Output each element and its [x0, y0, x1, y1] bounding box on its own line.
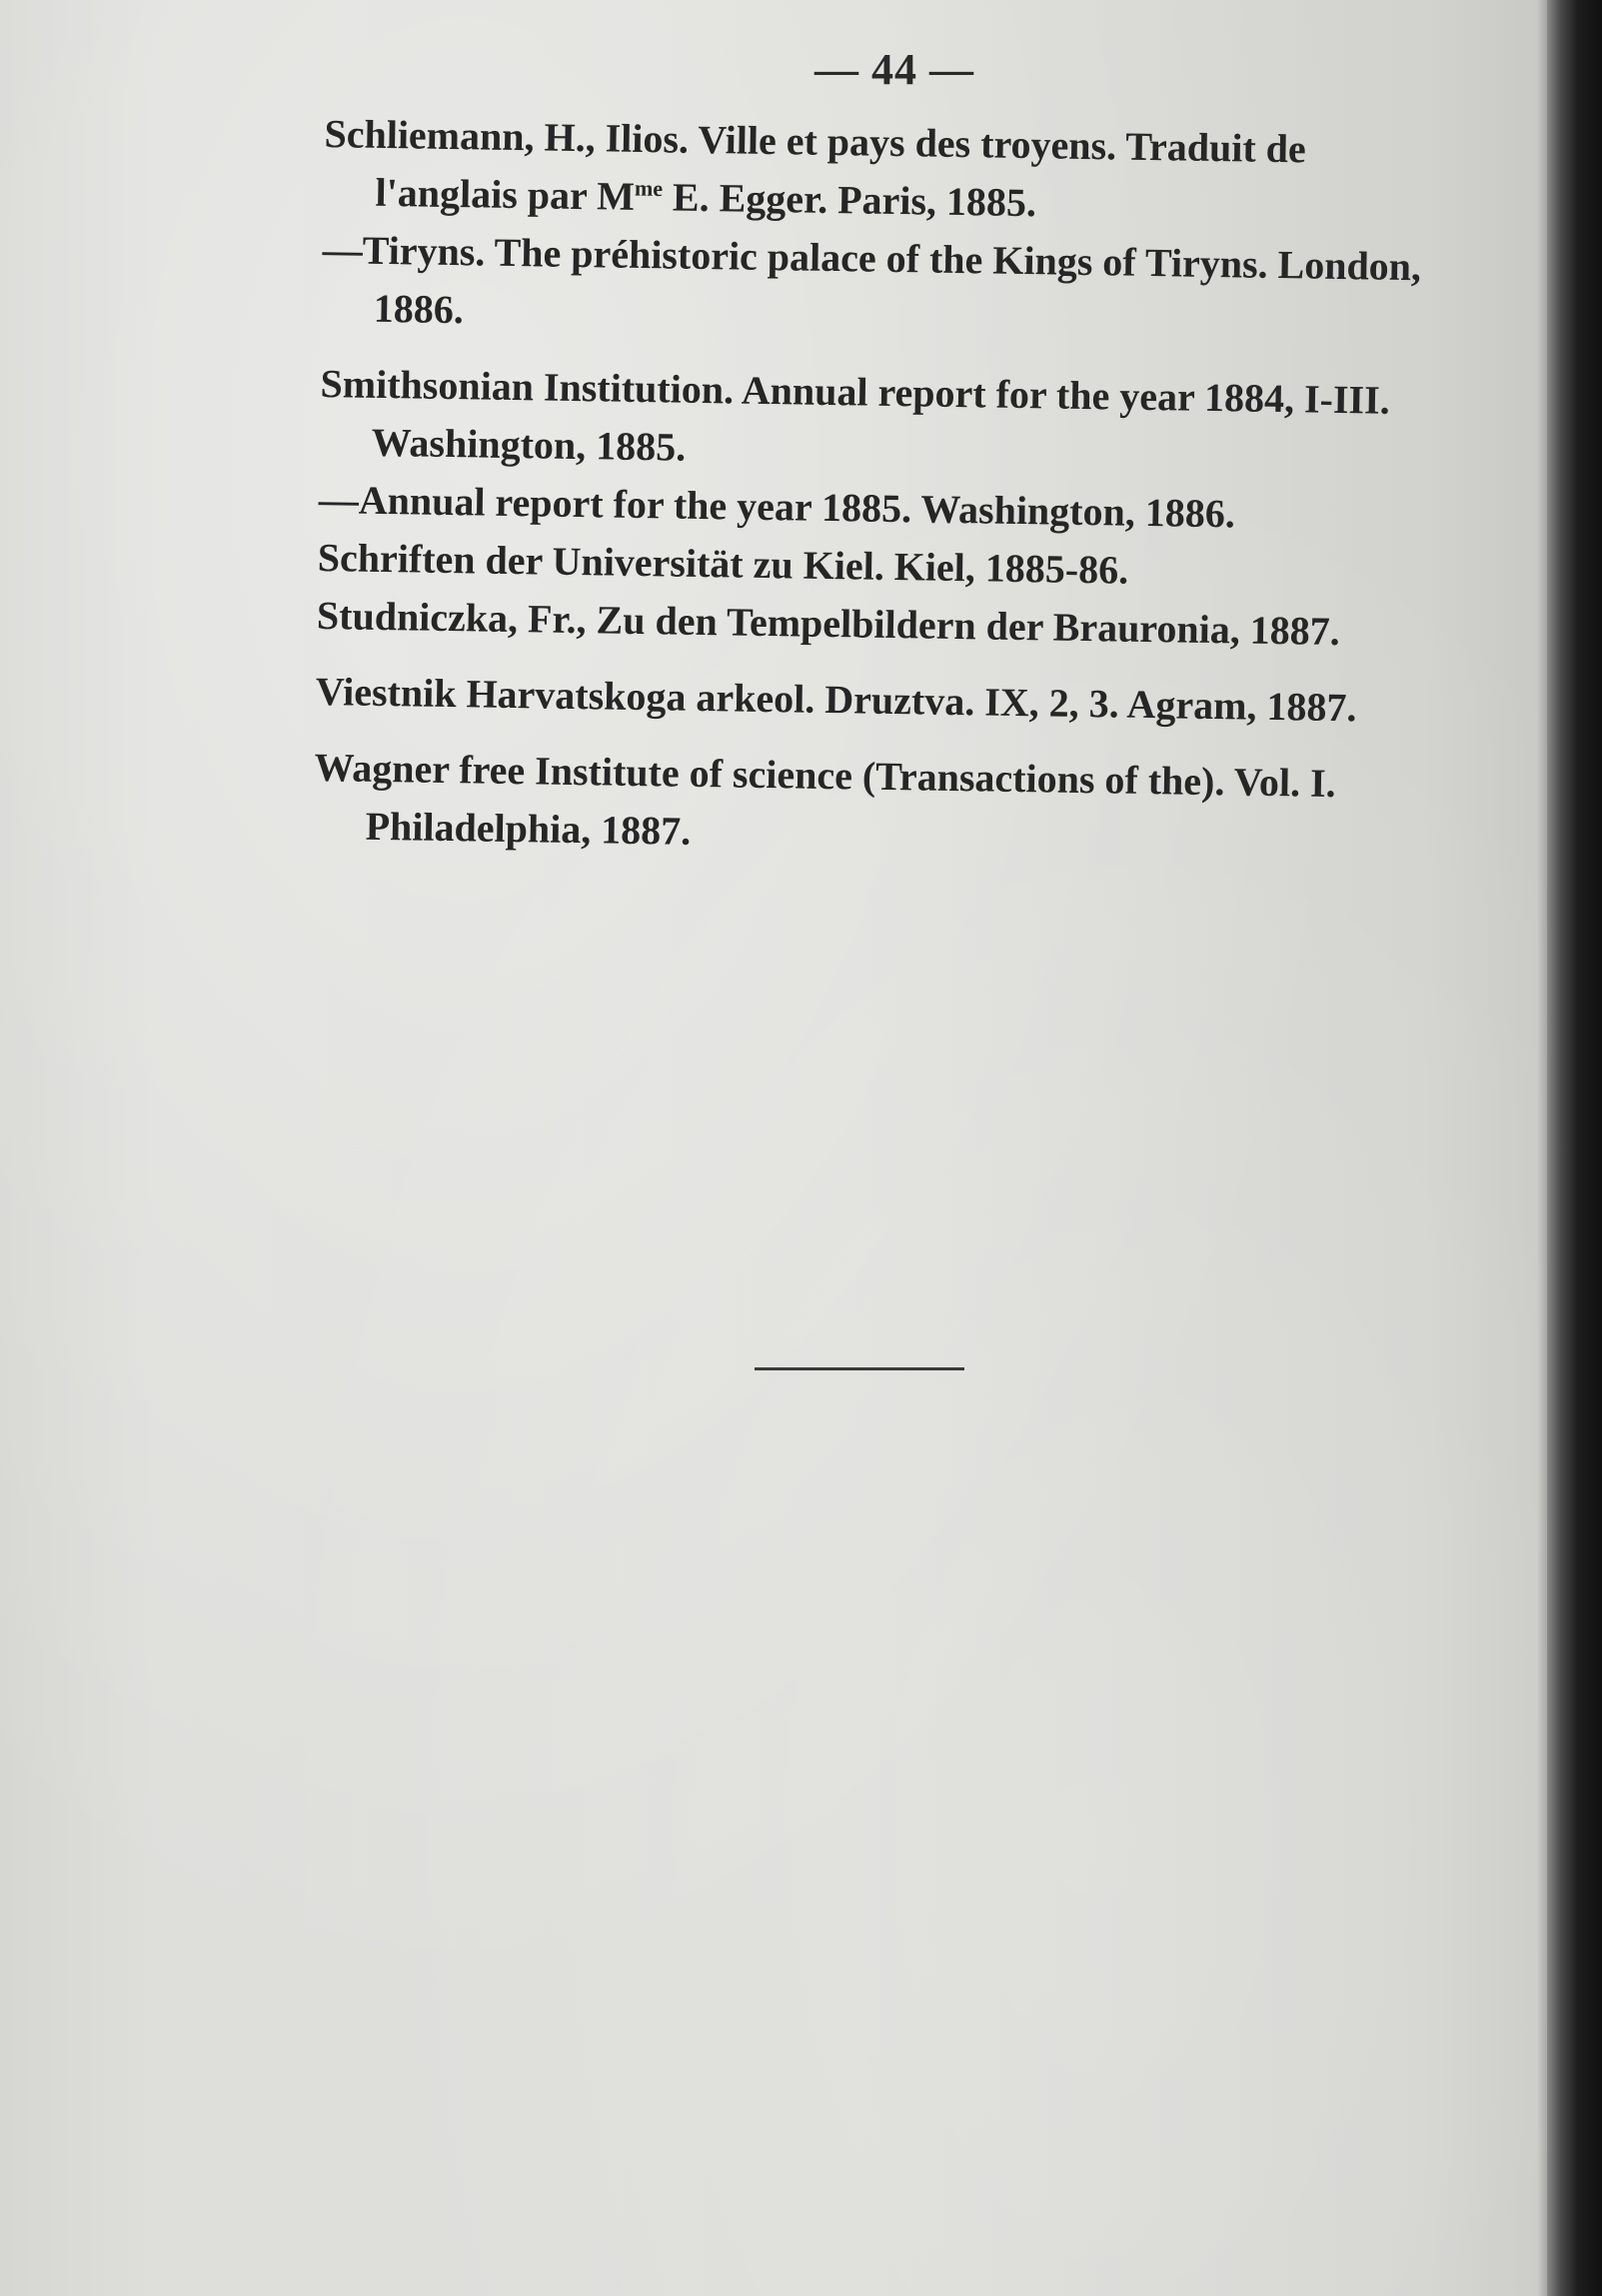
bibliography-entry-wagner: Wagner free Institute of science (Transactions of the). Vol. I. Philadelphia, 1887. [314, 744, 1336, 854]
bibliography-entry-schliemann-ilios [323, 105, 1439, 238]
bibliography-entry-smithsonian-1884: Smithsonian Institution. Annual report for the year 1884, I-III. Washington, 1885. [320, 360, 1391, 470]
bibliography-entry-kiel: Schriften der Universität zu Kiel. Kiel, 1885-86. [317, 534, 1129, 593]
bibliography-list [313, 105, 1439, 872]
bibliography-entry-studniczka: Studniczka, Fr., Zu den Tempelbildern der Brauronia, 1887. [316, 592, 1341, 655]
bibliography-entry-tiryns: —Tiryns. The préhistoric palace of the Kings of Tiryns. London, 1886. [322, 226, 1422, 333]
entry-text: Schliemann, H., Ilios. Ville et pays des troyens. Traduit de l'anglais par M [324, 110, 1307, 219]
page-number: — 44 — [814, 45, 974, 94]
entry-superscript: me [634, 175, 664, 201]
bibliography-entry-viestnik: Viestnik Harvatskoga arkeol. Druztva. IX, 2, 3. Agram, 1887. [315, 668, 1357, 731]
end-divider-rule [755, 1367, 964, 1370]
entry-text: E. Egger. Paris, 1885. [662, 174, 1037, 226]
page-edge-shadow [1537, 0, 1547, 2296]
book-gutter-shadow [1547, 0, 1602, 2296]
bibliography-entry-smithsonian-1885: —Annual report for the year 1885. Washington, 1886. [318, 476, 1236, 537]
